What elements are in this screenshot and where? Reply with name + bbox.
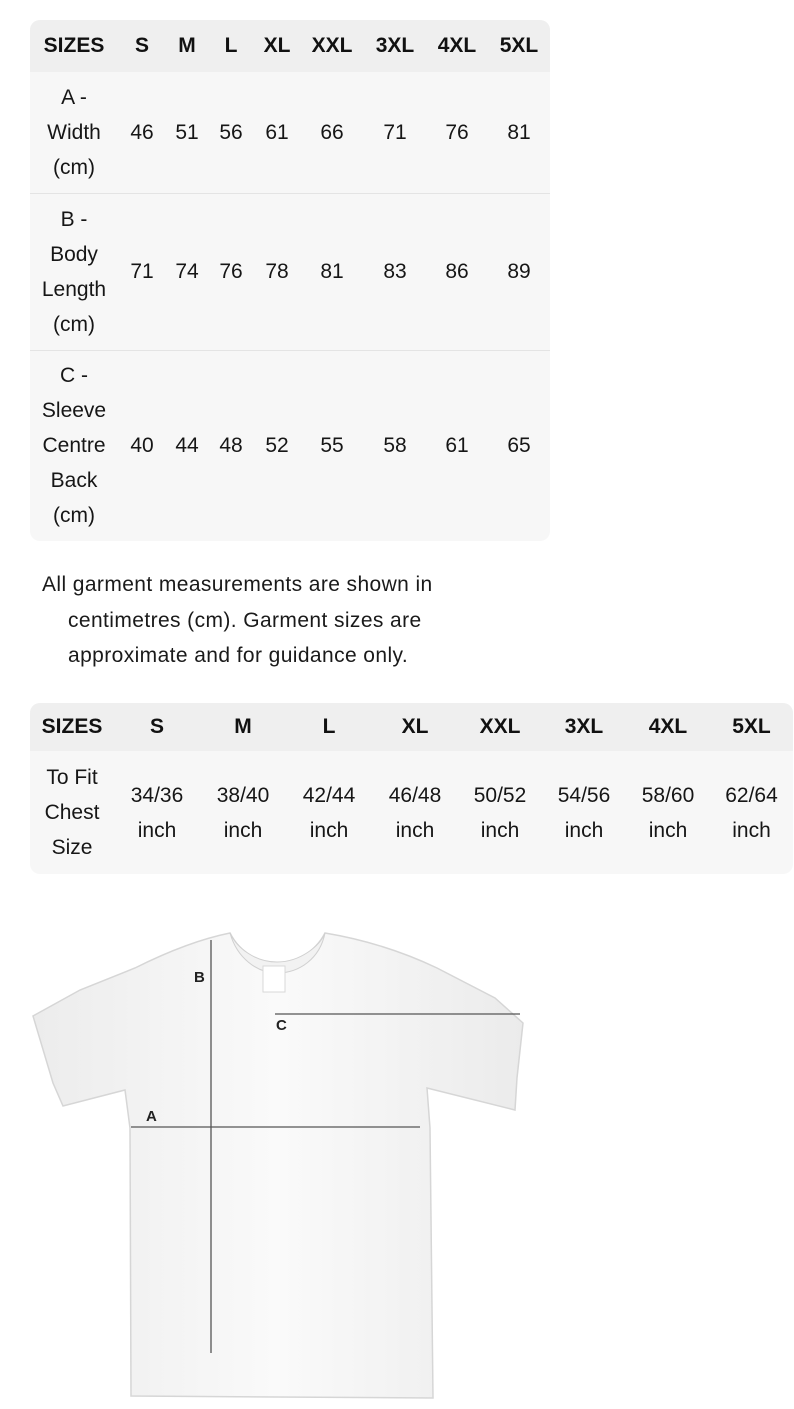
header-size-m: M — [200, 703, 286, 751]
cell-value: 51 — [175, 120, 199, 144]
note-text: All garment measurements are shown in centimetres (cm). Garment sizes are approximate and for guidance only. — [42, 573, 433, 667]
chest-size-table — [30, 703, 793, 874]
header-sizes: SIZES — [30, 703, 114, 751]
cell-value: 50/52 inch — [473, 783, 527, 842]
cell-value: 86 — [426, 193, 488, 350]
header-size-xl: XL — [372, 703, 458, 751]
header-size-s: S — [118, 20, 166, 72]
header-size-5xl: 5XL — [710, 703, 793, 751]
tshirt-diagram — [25, 928, 535, 1403]
header-size-l: L — [208, 20, 254, 72]
tshirt-shape — [33, 933, 523, 1398]
cell-value: 81 — [300, 193, 364, 350]
cell-value: 46 — [130, 120, 154, 144]
cell-value: 83 — [364, 193, 426, 350]
label-c: C — [276, 1017, 287, 1034]
header-size-5xl: 5XL — [488, 20, 550, 72]
cell-value: 55 — [300, 350, 364, 541]
cell-value: 89 — [488, 193, 550, 350]
header-size-xxl: XXL — [458, 703, 542, 751]
cell-value: 62/64 inch — [725, 783, 778, 842]
cell-value: 66 — [320, 120, 344, 144]
header-size-s: S — [114, 703, 200, 751]
cell-value: 78 — [254, 193, 300, 350]
chest-header-row — [30, 703, 793, 751]
label-a: A — [146, 1108, 157, 1125]
cell-value: 40 — [118, 350, 166, 541]
cell-value: 76 — [445, 120, 469, 144]
label-b: B — [194, 969, 205, 986]
cell-value: 34/36 inch — [130, 783, 184, 842]
cell-value: 54/56 inch — [557, 783, 611, 842]
header-size-xl: XL — [254, 20, 300, 72]
cell-value: 58/60 inch — [641, 783, 695, 842]
measurement-note — [30, 567, 530, 674]
cell-value: 42/44 inch — [302, 783, 356, 842]
cell-value: 48 — [208, 350, 254, 541]
cell-value: 76 — [208, 193, 254, 350]
cell-value: 52 — [254, 350, 300, 541]
header-size-xxl: XXL — [300, 20, 364, 72]
row-label-sleeve: C - Sleeve Centre Back (cm) — [30, 350, 118, 541]
cell-value: 56 — [219, 120, 243, 144]
row-body-length — [30, 193, 550, 350]
cell-value: 58 — [364, 350, 426, 541]
row-label-body-length: B - Body Length (cm) — [30, 193, 118, 350]
header-sizes: SIZES — [30, 20, 118, 72]
header-size-4xl: 4XL — [626, 703, 710, 751]
row-label-width: A - Width (cm) — [47, 85, 101, 179]
measurements-header-row — [30, 20, 550, 72]
tshirt-neck-label — [263, 966, 285, 992]
cell-value: 46/48 inch — [388, 783, 442, 842]
tshirt-illustration — [25, 928, 535, 1403]
cell-value: 74 — [166, 193, 208, 350]
cell-value: 61 — [426, 350, 488, 541]
cell-value: 71 — [383, 120, 407, 144]
cell-value: 81 — [507, 120, 531, 144]
cell-value: 65 — [488, 350, 550, 541]
measurements-table — [30, 20, 550, 541]
row-label-chest: To Fit Chest Size — [44, 766, 100, 859]
cell-value: 71 — [118, 193, 166, 350]
row-width — [30, 72, 550, 193]
row-chest-size — [30, 751, 793, 874]
row-sleeve — [30, 350, 550, 541]
header-size-m: M — [166, 20, 208, 72]
header-size-3xl: 3XL — [542, 703, 626, 751]
cell-value: 61 — [265, 120, 289, 144]
cell-value: 44 — [166, 350, 208, 541]
header-size-4xl: 4XL — [426, 20, 488, 72]
header-size-3xl: 3XL — [364, 20, 426, 72]
header-size-l: L — [286, 703, 372, 751]
cell-value: 38/40 inch — [216, 783, 270, 842]
